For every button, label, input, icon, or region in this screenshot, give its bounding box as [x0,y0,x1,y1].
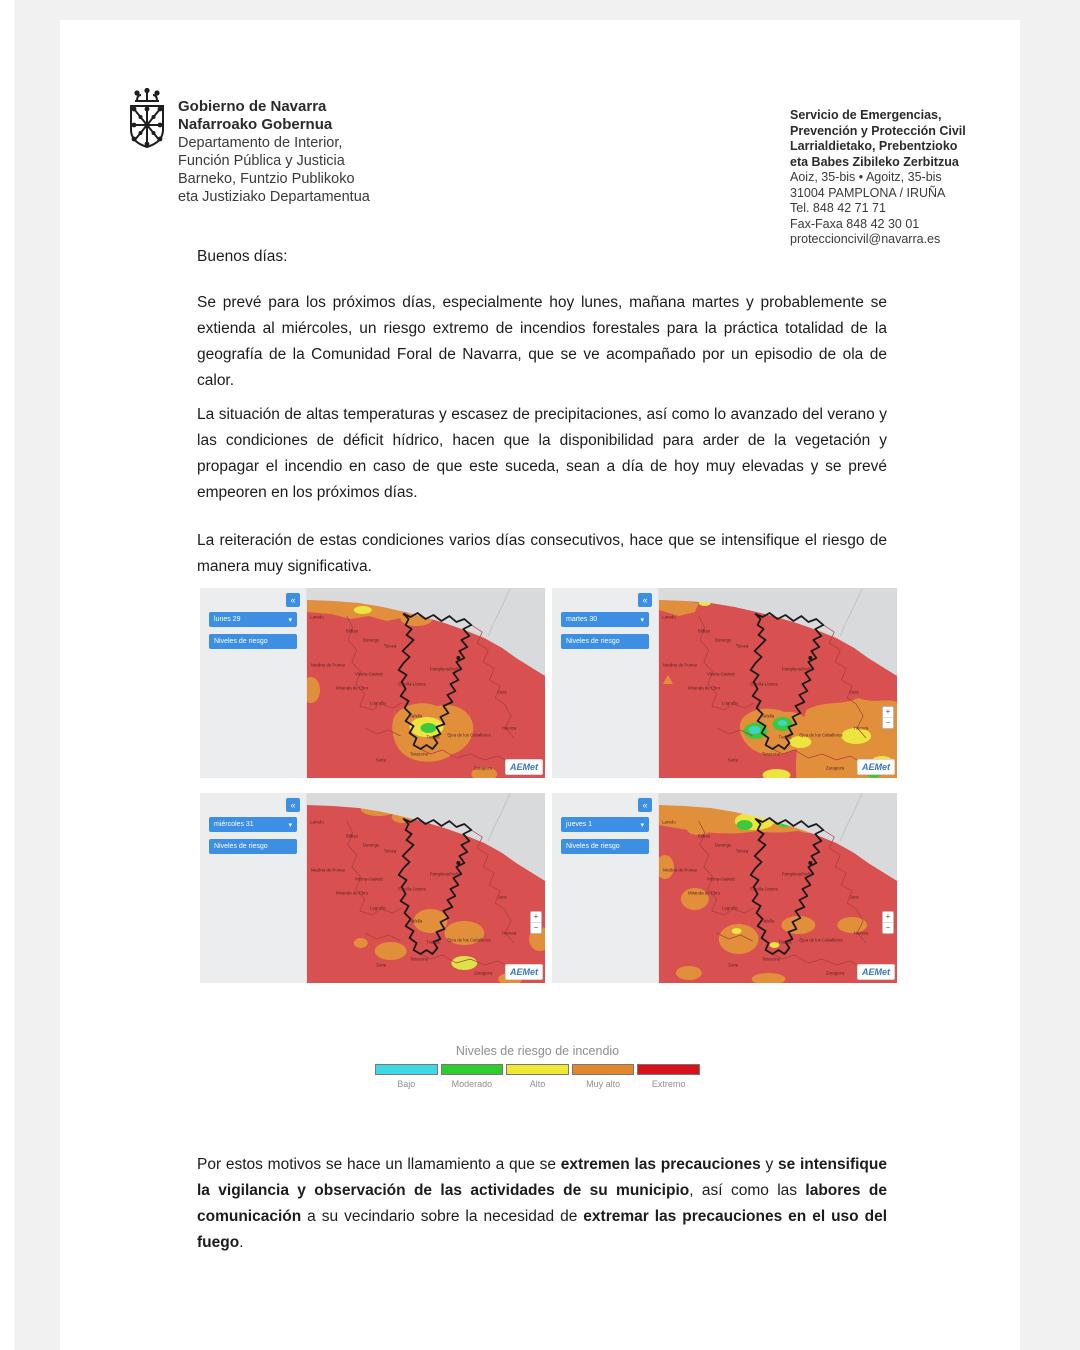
zoom-in-button[interactable]: + [531,912,541,923]
legend-swatch [506,1064,569,1075]
chevron-down-icon: ▾ [640,616,644,624]
date-label: jueves 1 [566,821,593,828]
panel-collapse-button[interactable]: « [286,798,300,812]
org-name-es: Gobierno de Navarra [178,98,327,115]
address-line: Aoiz, 35-bis • Agoitz, 35-bis [790,170,942,184]
phone-line: Tel. 848 42 71 71 [790,201,886,215]
map-canvas[interactable] [659,588,897,778]
zoom-out-button[interactable]: − [533,922,539,932]
paragraph-reiteration: La reiteración de estas condiciones varios días consecutivos, hace que se intensifique el riesgo de manera muy significativa. [197,532,887,575]
legend-swatch [375,1064,438,1075]
risk-levels-button[interactable]: Niveles de riesgo [209,839,297,854]
map-zoom-control[interactable] [530,911,542,934]
legend-label: Extremo [651,1079,686,1089]
zoom-out-button[interactable]: − [885,717,891,727]
map-place-labels: Laredo Bilbao Durango Tolosa Medina de Pomar Vitoria-Gasteiz Miranda de Ebro Logroño Estella-Lizarra Pamplona/Iruña Tafalla Tudela Tarazona Soria Ejea de los Caballeros Zaragoza Huesca Jaca [661,821,869,976]
legend-item-moderado [441,1064,504,1089]
dept-line: Barneko, Funtzio Publikoko [178,171,355,187]
legend-title: Niveles de riesgo de incendio [455,1044,620,1058]
legend-item-bajo [375,1064,438,1089]
map-place-labels: Laredo Bilbao Durango Tolosa Medina de Pomar Vitoria-Gasteiz Miranda de Ebro Logroño Estella-Lizarra Pamplona/Iruña Tafalla Tudela Tarazona Soria Ejea de los Caballeros Zaragoza Huesca Jaca [661,616,869,771]
legend-swatch [637,1064,700,1075]
map-sidebar [552,793,659,983]
address-line: 31004 PAMPLONA / IRUÑA [790,185,946,200]
aemet-logo: AEMet [505,964,543,980]
date-dropdown[interactable] [561,817,649,832]
risk-legend [375,1044,700,1089]
risk-map-martes-30 [552,588,897,778]
legend-swatch [572,1064,635,1075]
map-canvas[interactable] [307,588,545,778]
risk-map-jueves-1 [552,793,897,983]
service-line: Larrialdietako, Prebentzioko [790,139,958,153]
legend-label: Moderado [451,1079,493,1089]
risk-levels-button[interactable]: Niveles de riesgo [561,839,649,854]
dept-line: eta Justiziako Departamentua [178,189,370,205]
panel-collapse-button[interactable]: « [638,593,652,607]
viewer-margin [0,0,14,1350]
risk-map-miercoles-31 [200,793,545,983]
letterhead-right [790,108,1000,248]
legend-item-alto [506,1064,569,1089]
org-name-eu: Nafarroako Gobernua [178,116,333,133]
map-canvas[interactable] [307,793,545,983]
dept-line: Función Pública y Justicia [178,153,345,169]
paragraph-closing: Por estos motivos se hace un llamamiento a que se extremen las precauciones y se intensifique la vigilancia y observación de las actividades de su municipio, así como las labores de comunicación a su vecindario sobre la necesidad de extremar las precauciones en el uso del fuego. [197,1156,887,1251]
map-sidebar [552,588,659,778]
paragraph-conditions: La situación de altas temperaturas y escasez de precipitaciones, así como lo avanzado del verano y las condiciones de déficit hídrico, hacen que la disponibilidad para arder de la vegetación y propagar el incendio en caso de que este suceda, sean a día de hoy muy elevadas y se prevé empeoren en los próximos días. [197,406,887,501]
legend-swatch [441,1064,504,1075]
risk-levels-button[interactable]: Niveles de riesgo [561,634,649,649]
navarra-coat-of-arms-icon [126,88,168,150]
date-label: miércoles 31 [214,821,254,828]
service-line: eta Babes Zibileko Zerbitzua [790,154,959,169]
legend-label: Alto [529,1079,546,1089]
aemet-logo: AEMet [857,759,895,775]
chevron-down-icon: ▾ [640,821,644,829]
chevron-down-icon: ▾ [288,616,292,624]
legend-bar [375,1064,700,1089]
map-sidebar [200,588,307,778]
service-line: Servicio de Emergencias, [790,108,942,122]
risk-maps-grid [200,588,897,983]
zoom-out-button[interactable]: − [885,922,891,932]
map-canvas[interactable] [659,793,897,983]
risk-map-lunes-29 [200,588,545,778]
date-label: lunes 29 [214,616,241,623]
email-line: proteccioncivil@navarra.es [790,232,941,246]
fax-line: Fax-Faxa 848 42 30 01 [790,216,920,231]
chevron-down-icon: ▾ [288,821,292,829]
map-place-labels: Laredo Bilbao Durango Tolosa Medina de Pomar Vitoria-Gasteiz Miranda de Ebro Logroño Estella-Lizarra Pamplona/Iruña Tafalla Tudela Tarazona Soria Ejea de los Caballeros Zaragoza Huesca Jaca [309,616,517,771]
date-dropdown[interactable] [561,612,649,627]
zoom-in-button[interactable]: + [883,707,893,718]
map-place-labels: Laredo Bilbao Durango Tolosa Medina de Pomar Vitoria-Gasteiz Miranda de Ebro Logroño Estella-Lizarra Pamplona/Iruña Tafalla Tudela Tarazona Soria Ejea de los Caballeros Zaragoza Huesca Jaca [309,821,517,976]
legend-item-extremo [637,1064,700,1089]
date-dropdown[interactable] [209,817,297,832]
panel-collapse-button[interactable]: « [286,593,300,607]
paragraph-forecast: Se prevé para los próximos días, especialmente hoy lunes, mañana martes y probablemente se extienda al miércoles, un riesgo extremo de incendios forestales para la práctica totalidad de la geografía de la Comunidad Foral de Navarra, que se ve acompañado por un episodio de ola de calor. [197,294,887,389]
document-page [60,20,1020,1350]
map-zoom-control[interactable] [882,706,894,729]
map-zoom-control[interactable] [882,911,894,934]
aemet-logo: AEMet [505,759,543,775]
date-label: martes 30 [566,616,598,623]
dept-line: Departamento de Interior, [178,135,343,151]
zoom-in-button[interactable]: + [883,912,893,923]
risk-levels-button[interactable]: Niveles de riesgo [209,634,297,649]
service-line: Prevención y Protección Civil [790,123,966,138]
legend-label: Muy alto [586,1079,621,1089]
letterhead-left [126,88,370,206]
map-sidebar [200,793,307,983]
panel-collapse-button[interactable]: « [638,798,652,812]
date-dropdown[interactable] [209,612,297,627]
greeting: Buenos días: [197,248,288,265]
aemet-logo: AEMet [857,964,895,980]
legend-item-muy-alto [572,1064,635,1089]
legend-label: Bajo [397,1079,416,1089]
